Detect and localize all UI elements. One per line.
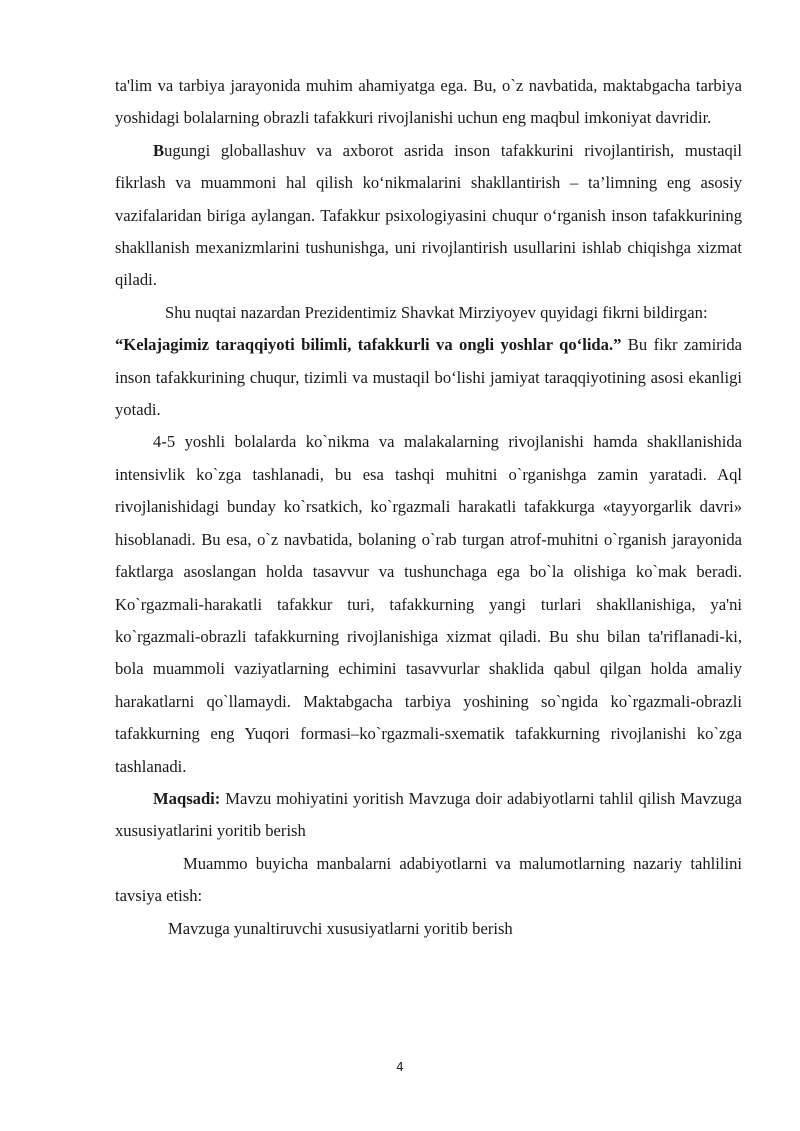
paragraph-lead-letter: B bbox=[153, 140, 165, 160]
goal-text: Mavzu mohiyatini yoritish Mavzuga doir adabiyotlarni tahlil qilish Mavzuga xususiyatlarini yoritib berish bbox=[115, 788, 742, 841]
paragraph-child-development: 4-5 yoshli bolalarda ko`nikma va malakalarning rivojlanishi hamda shakllanishida intensivlik ko`zga tashlanadi, bu esa tashqi muhitni o`rganishga zamin yaratadi. Aql rivojlanishidagi bunday ko`rsatkich, ko`rgazmali harakatli tafakkurga «tayyorgarlik davri» hisoblanadi. Bu esa, o`z navbatida, bolaning o`rab turgan atrof-muhitni o`rganish jarayonida faktlarga asoslangan holda tasavvur va tushunchaga ega bo`la olishiga ko`mak beradi. Ko`rgazmali-harakatli tafakkur turi, tafakkurning yangi turlari shakllanishiga, ya'ni ko`rgazmali-obrazli tafakkurning rivojlanishiga xizmat qiladi. Bu shu bilan ta'riflanadi-ki, bola muammoli vaziyatlarning echimini tasavvurlar shaklida qabul qilgan holda amaliy harakatlarni qo`llamaydi. Maktabgacha tarbiya yoshining so`ngida ko`rgazmali-obrazli tafakkurning eng Yuqori formasi–ko`rgazmali-sxematik tafakkurning rivojlanishi ko`zga tashlanadi. bbox=[115, 432, 742, 776]
paragraph-quote bbox=[115, 329, 742, 426]
paragraph-intro-continuation: ta'lim va tarbiya jarayonida muhim ahamiyatga ega. Bu, o`z navbatida, maktabgacha tarbiya yoshidagi bolalarning obrazli tafakkuri rivojlanishi uchun eng maqbul imkoniyat davridir. bbox=[115, 76, 742, 128]
president-quote: “Kelajagimiz taraqqiyoti bilimli, tafakkurli va ongli yoshlar qo‘lida.” bbox=[115, 335, 622, 355]
paragraph-goal bbox=[115, 783, 742, 848]
paragraph-president-intro: Shu nuqtai nazardan Prezidentimiz Shavkat Mirziyoyev quyidagi fikrni bildirgan: bbox=[165, 302, 708, 322]
paragraph-problem: Muammo buyicha manbalarni adabiyotlarni va malumotlarning nazariy tahlilini tavsiya etish: bbox=[115, 853, 742, 906]
page-number: 4 bbox=[396, 1060, 404, 1074]
body-text bbox=[115, 70, 742, 945]
paragraph-globalization bbox=[115, 135, 742, 297]
quote-commentary: Bu fikr zamirida inson tafakkurining chuqur, tizimli va mustaqil bo‘lishi jamiyat taraqqiyotining asosi ekanligi yotadi. bbox=[115, 335, 742, 420]
goal-label: Maqsadi: bbox=[153, 788, 221, 808]
paragraph-features: Mavzuga yunaltiruvchi xususiyatlarni yoritib berish bbox=[168, 918, 513, 938]
paragraph-globalization-text: ugungi globallashuv va axborot asrida inson tafakkurini rivojlantirish, mustaqil fikrlash va muammoni hal qilish ko‘nikmalarini shakllantirish – ta’limning eng asosiy vazifalaridan biriga aylangan. Tafakkur psixologiyasini chuqur o‘rganish inson tafakkurining shakllanish mexanizmlarini tushunishga, uni rivojlantirish usullarini ishlab chiqishga xizmat qiladi. bbox=[115, 140, 742, 290]
